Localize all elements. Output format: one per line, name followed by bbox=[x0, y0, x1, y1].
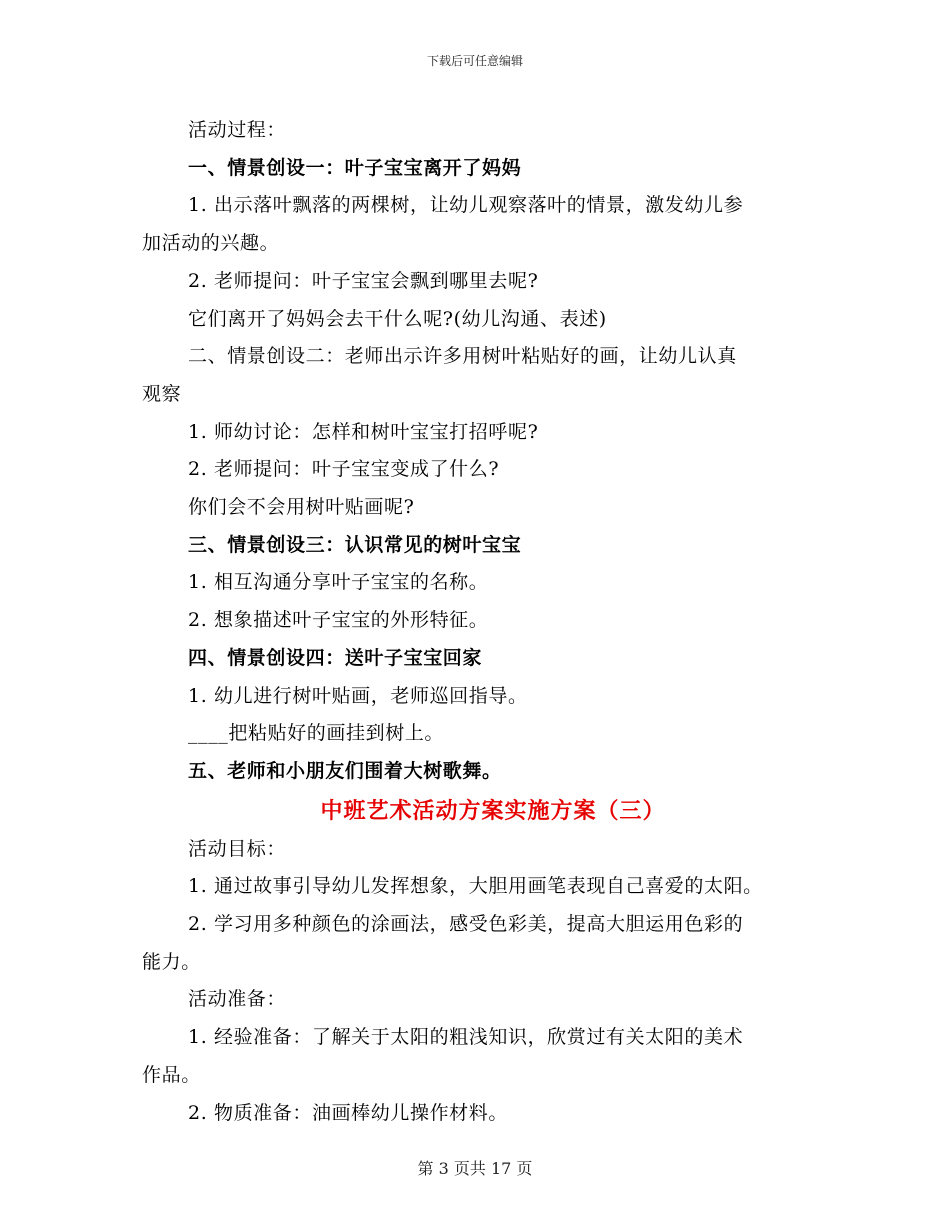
paragraph: 2. 老师提问：叶子宝宝变成了什么? bbox=[188, 458, 500, 481]
paragraph: 2. 想象描述叶子宝宝的外形特征。 bbox=[188, 609, 489, 632]
paragraph: 2. 学习用多种颜色的涂画法，感受色彩美，提高大胆运用色彩的 bbox=[188, 913, 744, 936]
section-heading: 五、老师和小朋友们围着大树歌舞。 bbox=[188, 759, 502, 782]
page-header: 下载后可任意编辑 bbox=[426, 54, 523, 68]
section-title: 中班艺术活动方案实施方案（三） bbox=[320, 797, 666, 824]
section-heading: 二、情景创设二：老师出示许多用树叶粘贴好的画，让幼儿认真 bbox=[188, 345, 737, 368]
paragraph: 活动目标： bbox=[188, 837, 287, 860]
paragraph: 1. 出示落叶飘落的两棵树，让幼儿观察落叶的情景，激发幼儿参 bbox=[188, 194, 744, 217]
paragraph: ____把粘贴好的画挂到树上。 bbox=[188, 722, 445, 745]
section-heading: 三、情景创设三：认识常见的树叶宝宝 bbox=[188, 533, 522, 556]
paragraph: 1. 相互沟通分享叶子宝宝的名称。 bbox=[188, 571, 489, 594]
paragraph: 2. 老师提问：叶子宝宝会飘到哪里去呢? bbox=[188, 269, 539, 292]
page-footer: 第 3 页共 17 页 bbox=[417, 1159, 533, 1178]
paragraph: 1. 通过故事引导幼儿发挥想象，大胆用画笔表现自己喜爱的太阳。 bbox=[188, 875, 763, 898]
document-body bbox=[142, 112, 814, 1132]
paragraph: 作品。 bbox=[142, 1063, 201, 1086]
paragraph: 1. 幼儿进行树叶贴画，老师巡回指导。 bbox=[188, 684, 528, 707]
paragraph: 活动准备： bbox=[188, 988, 287, 1011]
paragraph: 加活动的兴趣。 bbox=[142, 232, 280, 255]
paragraph: 1. 经验准备：了解关于太阳的粗浅知识，欣赏过有关太阳的美术 bbox=[188, 1026, 744, 1049]
paragraph: 它们离开了妈妈会去干什么呢?(幼儿沟通、表述) bbox=[188, 307, 607, 330]
paragraph: 活动过程： bbox=[188, 119, 287, 141]
paragraph: 1. 师幼讨论：怎样和树叶宝宝打招呼呢? bbox=[188, 420, 539, 443]
paragraph: 2. 物质准备：油画棒幼儿操作材料。 bbox=[188, 1101, 508, 1124]
section-heading: 四、情景创设四：送叶子宝宝回家 bbox=[188, 646, 483, 669]
paragraph: 你们会不会用树叶贴画呢? bbox=[188, 496, 415, 519]
paragraph: 观察 bbox=[142, 382, 182, 405]
section-heading: 一、情景创设一：叶子宝宝离开了妈妈 bbox=[188, 156, 522, 179]
paragraph: 能力。 bbox=[142, 950, 201, 973]
